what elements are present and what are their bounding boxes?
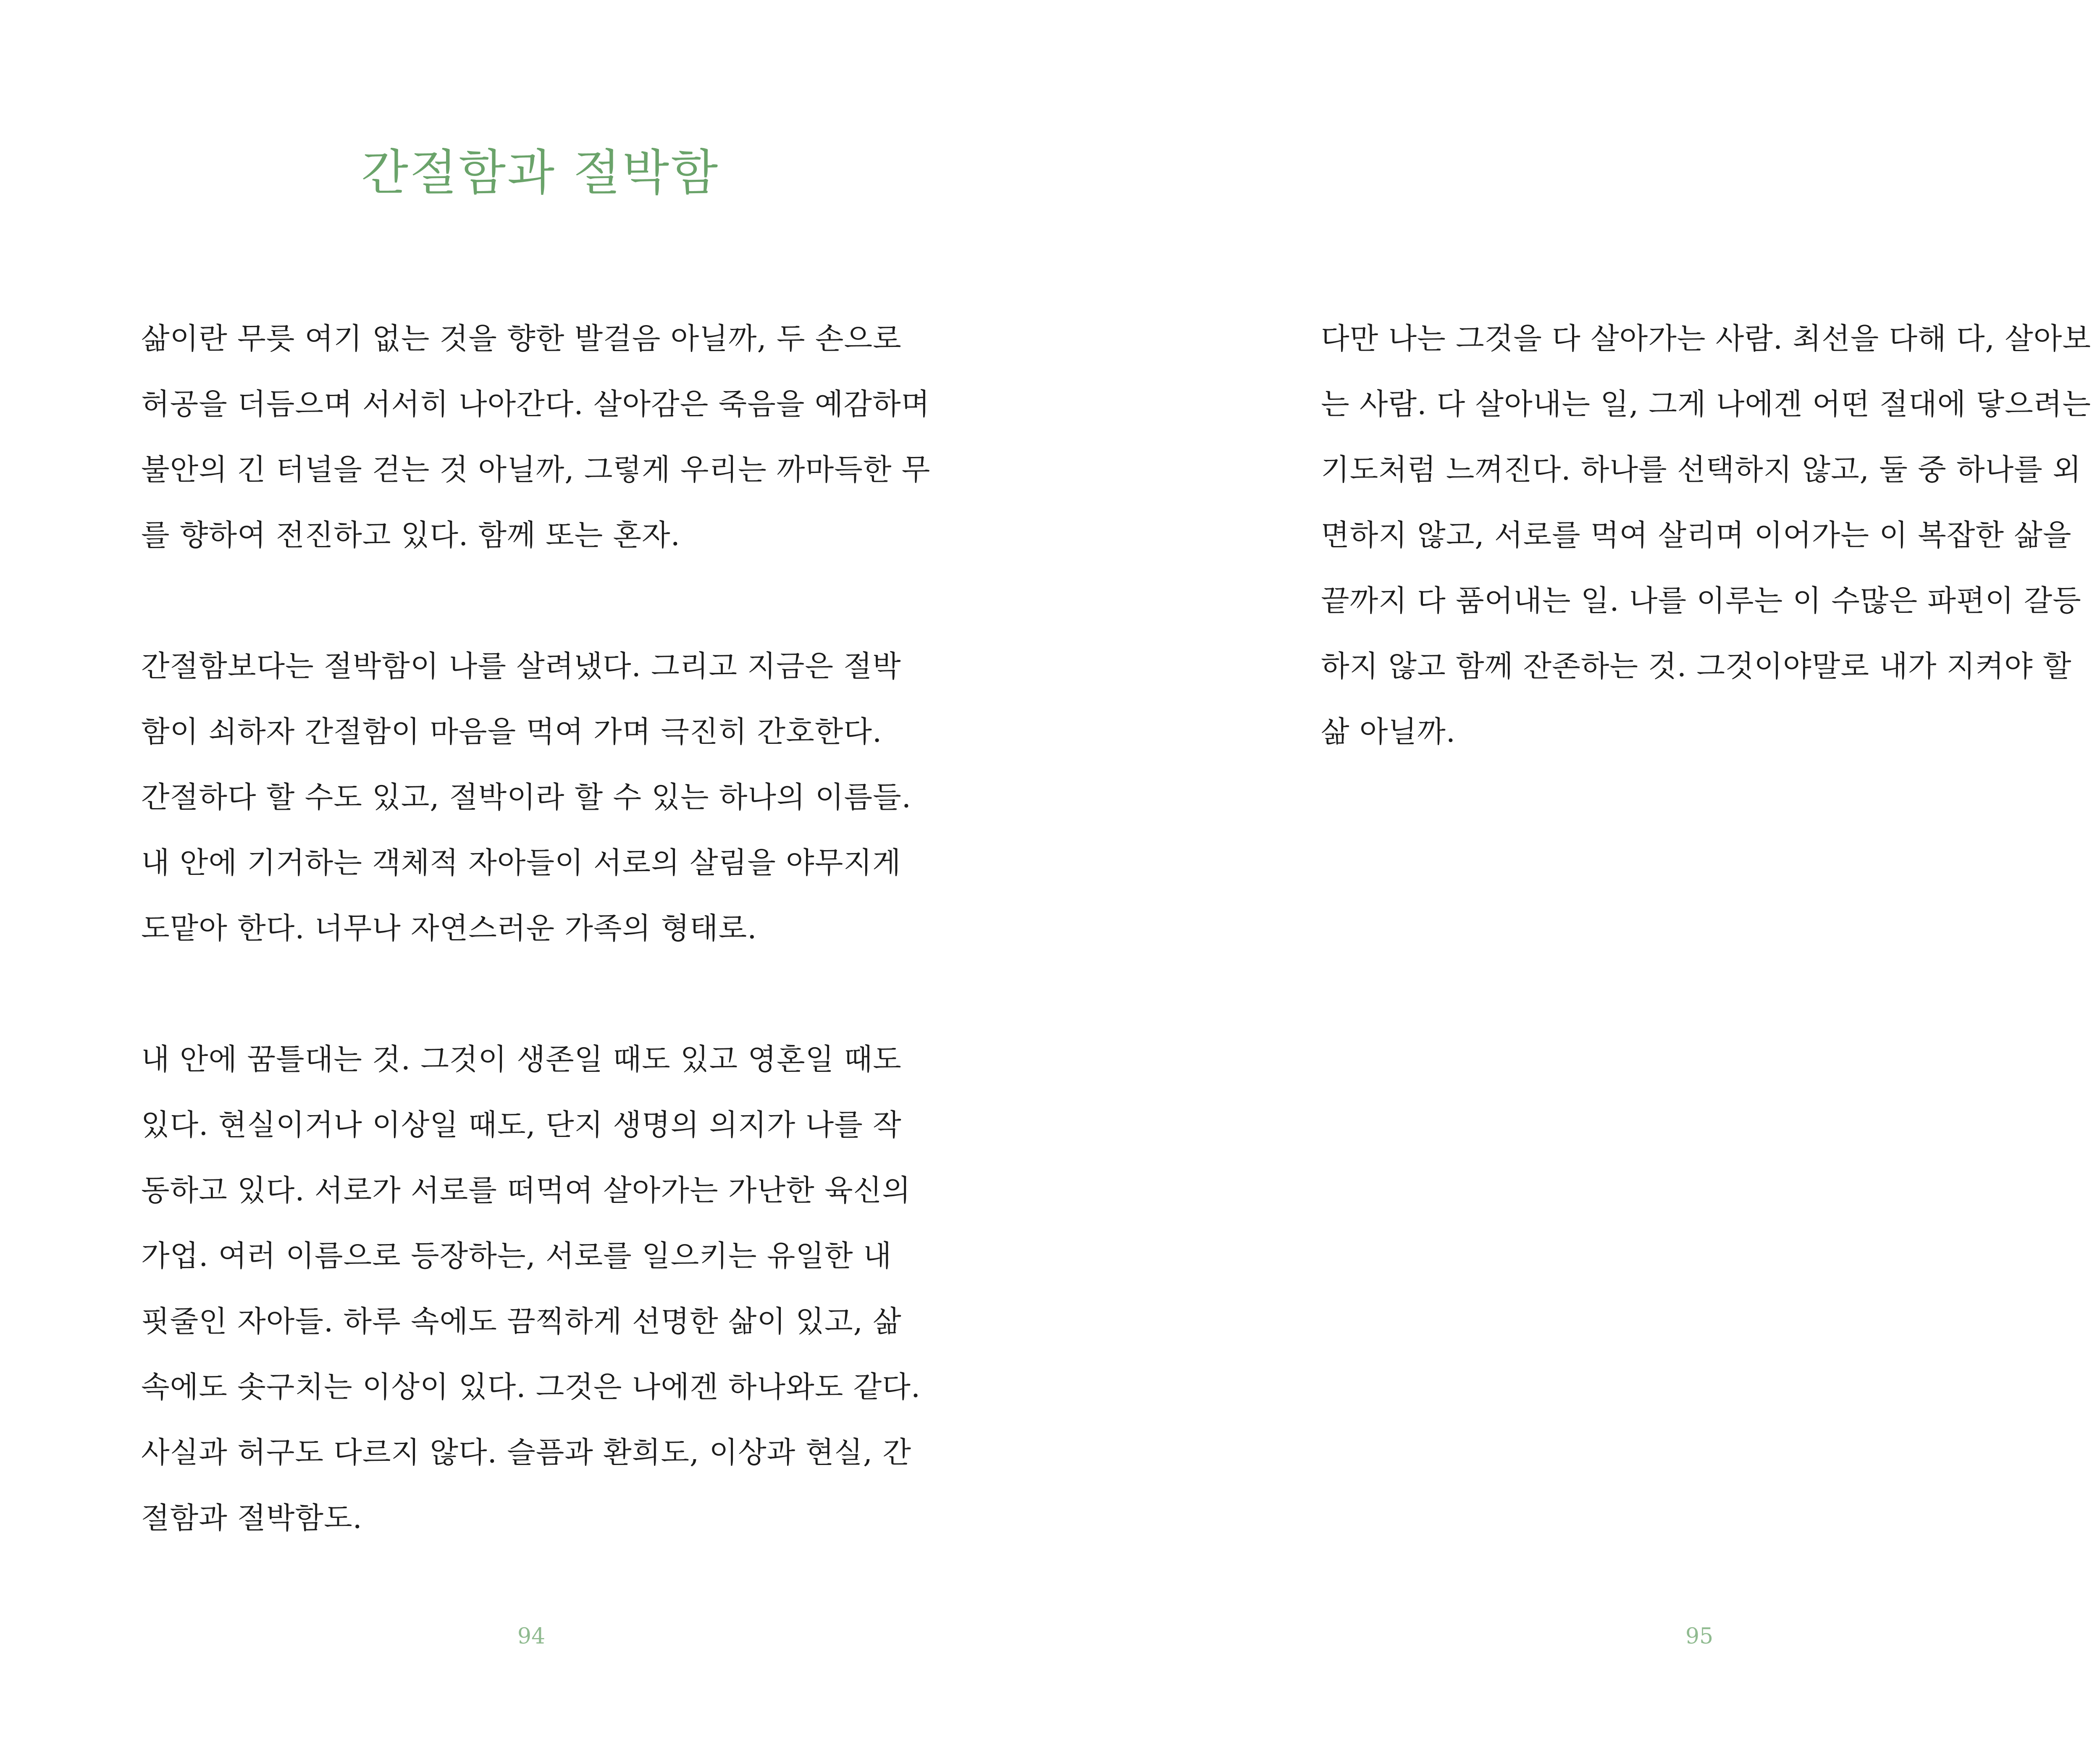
text-line: 내 안에 기거하는 객체적 자아들이 서로의 살림을 야무지게 — [141, 845, 901, 880]
text-line: 속에도 솟구치는 이상이 있다. 그것은 나에겐 하나와도 같다. — [141, 1370, 921, 1404]
text-line: 하지 않고 함께 잔존하는 것. 그것이야말로 내가 지켜야 할 — [1321, 649, 2072, 683]
text-line: 있다. 현실이거나 이상일 때도, 단지 생명의 의지가 나를 작 — [141, 1108, 902, 1142]
text-line: 기도처럼 느껴진다. 하나를 선택하지 않고, 둘 중 하나를 외 — [1321, 452, 2082, 487]
paragraph — [1321, 306, 2100, 764]
paragraph-gap — [141, 568, 922, 633]
text-line: 불안의 긴 터널을 걷는 것 아닐까, 그렇게 우리는 까마득한 무 — [141, 452, 931, 487]
paragraph — [141, 633, 922, 961]
text-line: 허공을 더듬으며 서서히 나아간다. 살아감은 죽음을 예감하며 — [141, 387, 930, 421]
text-line: 는 사람. 다 살아내는 일, 그게 나에겐 어떤 절대에 닿으려는 — [1321, 387, 2092, 421]
paragraph — [141, 1027, 922, 1551]
chapter-title: 간절함과 절박함 — [361, 144, 720, 201]
text-line: 도맡아 한다. 너무나 자연스러운 가족의 형태로. — [141, 911, 757, 945]
text-line: 함이 쇠하자 간절함이 마음을 먹여 가며 극진히 간호한다. — [141, 714, 882, 749]
text-line: 를 향하여 전진하고 있다. 함께 또는 혼자. — [141, 518, 680, 552]
right-page-body — [1321, 306, 2100, 764]
text-line: 사실과 허구도 다르지 않다. 슬픔과 환희도, 이상과 현실, 간 — [141, 1435, 912, 1470]
page-number: 95 — [1685, 1624, 1714, 1649]
text-line: 핏줄인 자아들. 하루 속에도 끔찍하게 선명한 삶이 있고, 삶 — [141, 1304, 902, 1339]
text-line: 동하고 있다. 서로가 서로를 떠먹여 살아가는 가난한 육신의 — [141, 1173, 911, 1208]
paragraph — [141, 306, 931, 568]
text-line: 간절함보다는 절박함이 나를 살려냈다. 그리고 지금은 절박 — [141, 649, 901, 683]
text-line: 끝까지 다 품어내는 일. 나를 이루는 이 수많은 파편이 갈등 — [1321, 583, 2082, 618]
text-line: 절함과 절박함도. — [141, 1501, 362, 1535]
text-line: 가업. 여러 이름으로 등장하는, 서로를 일으키는 유일한 내 — [141, 1239, 892, 1273]
text-line: 간절하다 할 수도 있고, 절박이라 할 수 있는 하나의 이름들. — [141, 780, 912, 814]
text-line: 삶이란 무릇 여기 없는 것을 향한 발걸음 아닐까, 두 손으로 — [141, 321, 902, 356]
left-page-body — [141, 306, 931, 1551]
paragraph-gap — [141, 961, 922, 1027]
text-line: 다만 나는 그것을 다 살아가는 사람. 최선을 다해 다, 살아보 — [1321, 321, 2092, 356]
right-page — [1111, 0, 2100, 1746]
text-line: 내 안에 꿈틀대는 것. 그것이 생존일 때도 있고 영혼일 때도 — [141, 1042, 902, 1076]
text-line: 면하지 않고, 서로를 먹여 살리며 이어가는 이 복잡한 삶을 — [1321, 518, 2072, 552]
page-number: 94 — [517, 1624, 546, 1649]
text-line: 삶 아닐까. — [1321, 714, 1456, 749]
